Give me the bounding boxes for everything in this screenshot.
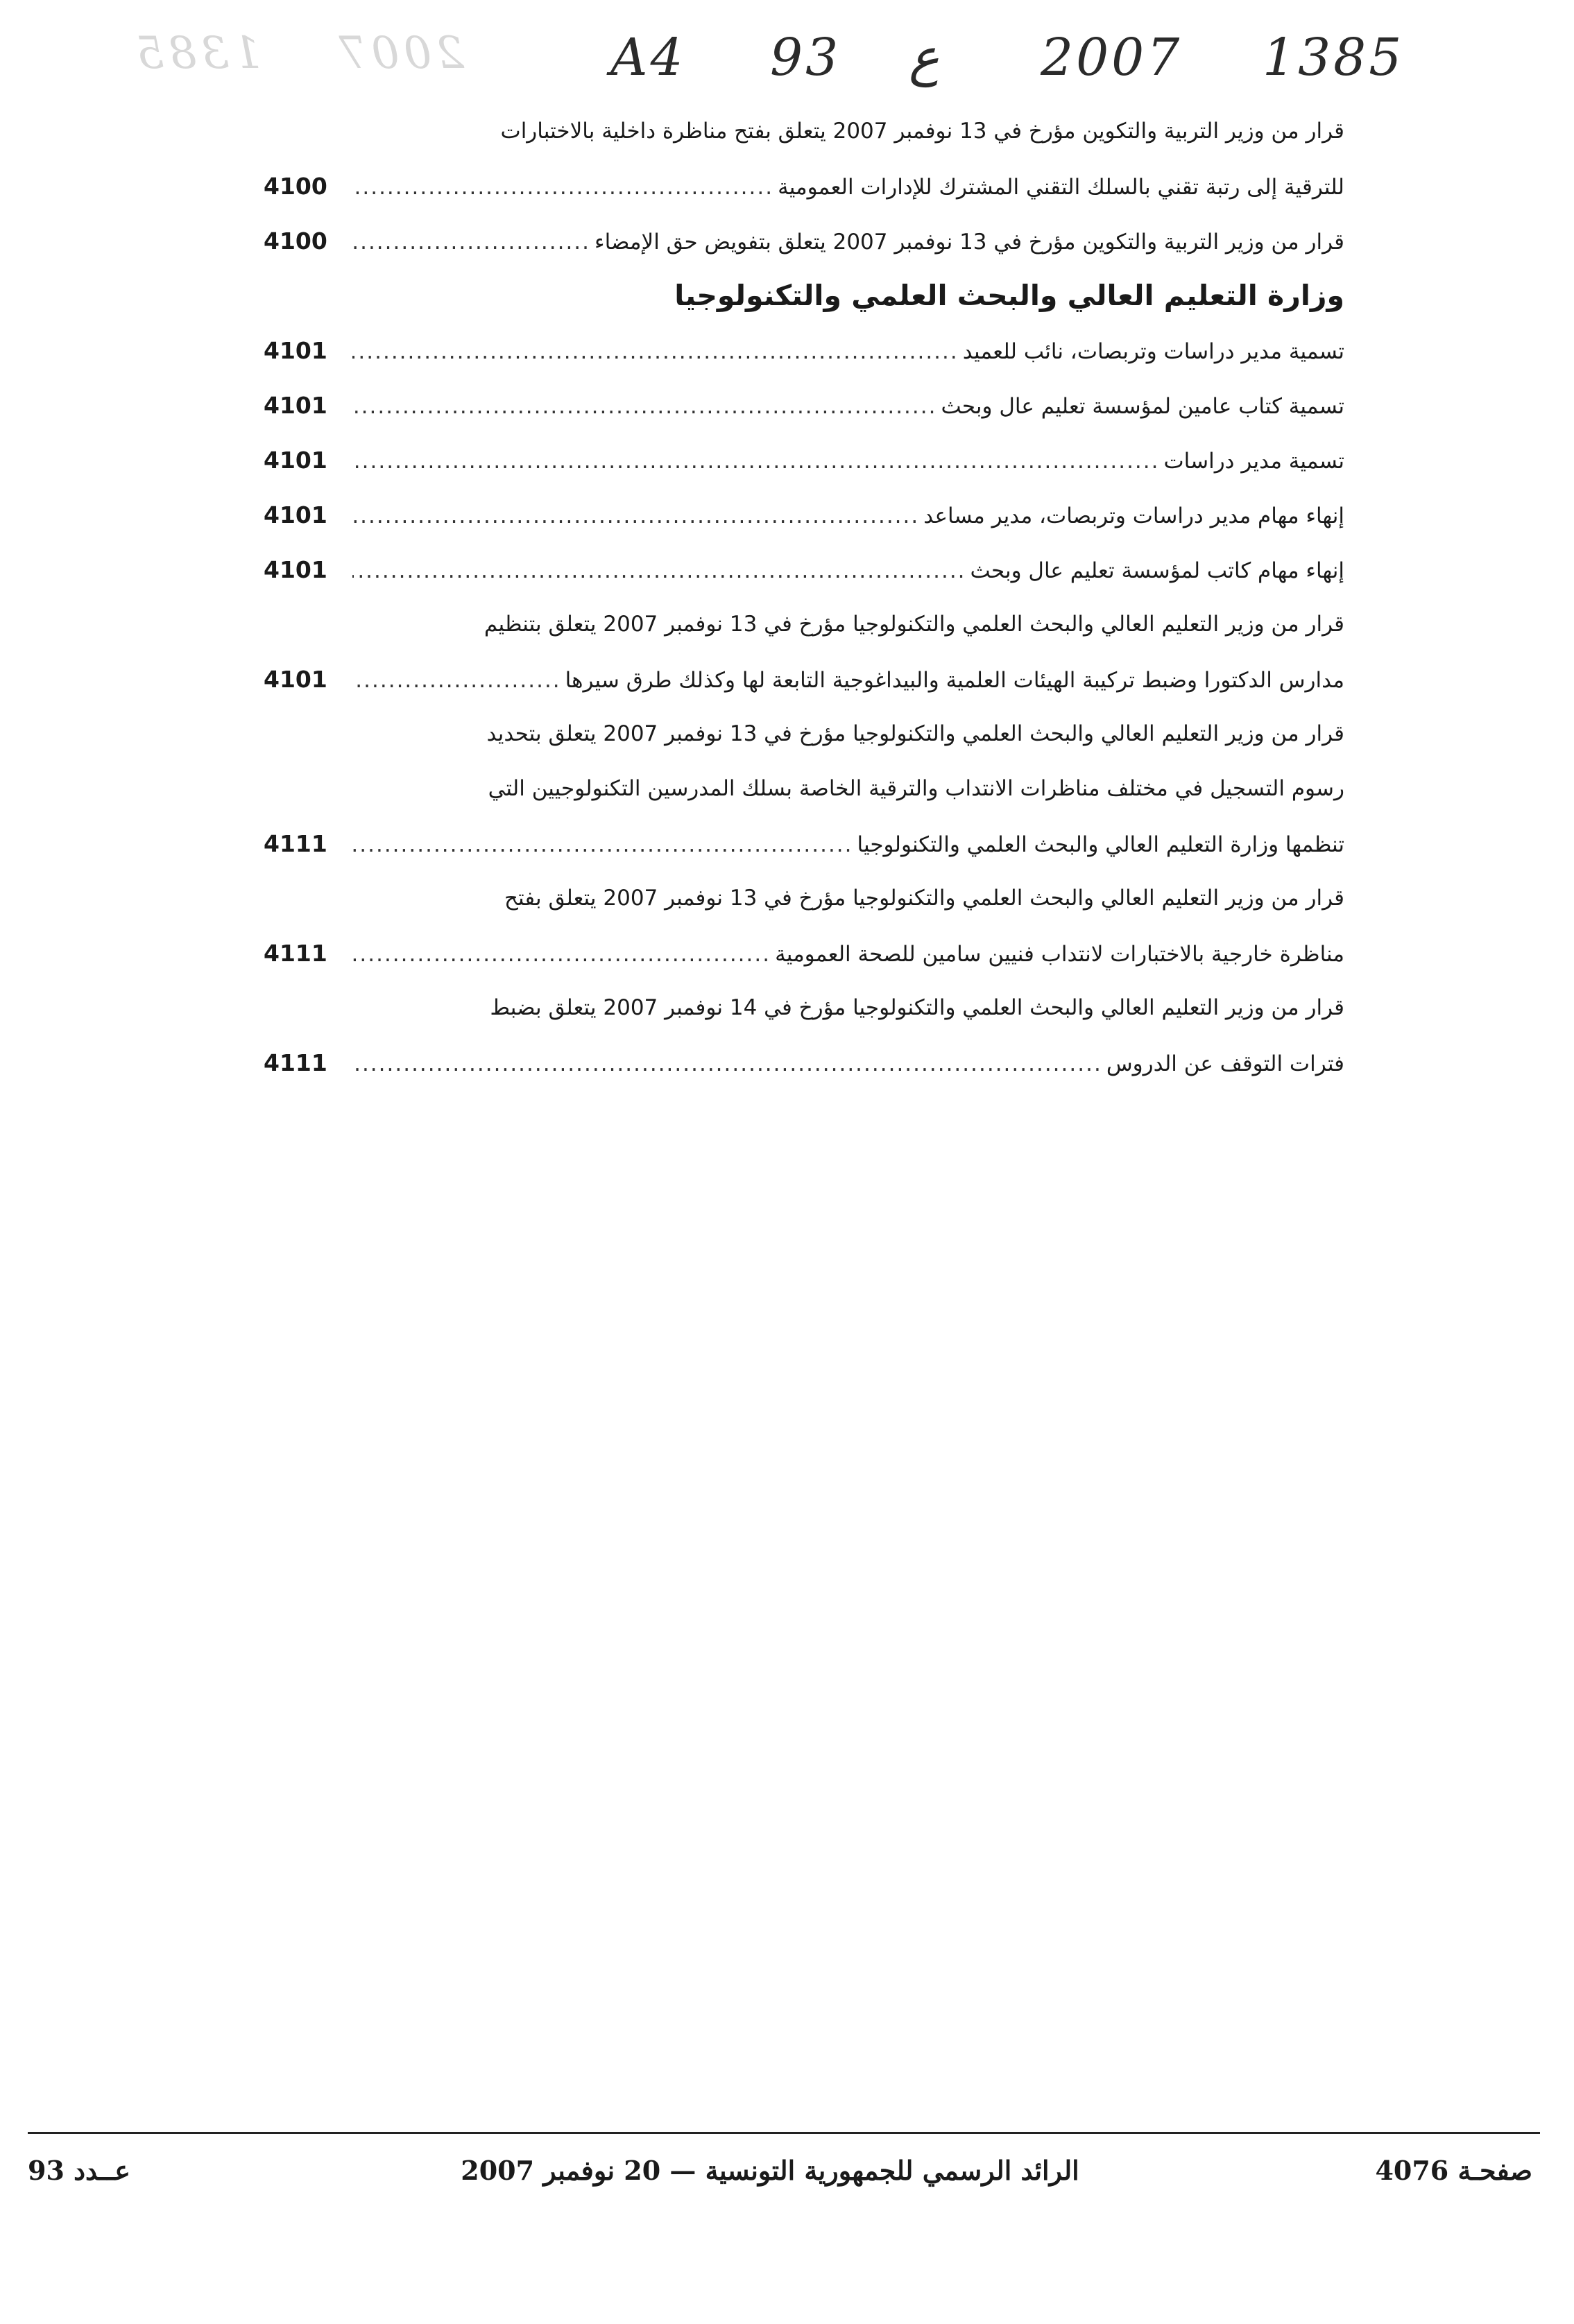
toc-page-number: 4111 — [264, 1049, 327, 1076]
toc-row — [264, 871, 1344, 926]
toc-row — [264, 104, 1344, 159]
toc-entry-text: تسمية مدير دراسات وتربصات، نائب للعميد — [962, 339, 1344, 364]
toc-entry-text: مناظرة خارجية بالاختبارات لانتداب فنيين سامين للصحة العمومية — [775, 942, 1344, 967]
table-of-contents — [264, 104, 1344, 1090]
footer-gazette-title: الرائد الرسمي للجمهورية التونسية — 20 نوفمبر 2007 — [461, 2155, 1079, 2186]
dot-leader — [352, 1037, 1102, 1092]
toc-row — [264, 1035, 1344, 1090]
toc-entry-text: قرار من وزير التعليم العالي والبحث العلمي والتكنولوجيا مؤرخ في 13 نوفمبر 2007 يتعلق بفتح — [504, 886, 1344, 911]
reverse-side-show-through — [132, 28, 464, 79]
dot-leader — [352, 927, 771, 982]
toc-row — [264, 323, 1344, 378]
dot-leader — [352, 325, 959, 379]
toc-row — [264, 214, 1344, 268]
toc-page-number: 4111 — [264, 830, 327, 857]
toc-entry-text: إنهاء مهام مدير دراسات وتربصات، مدير مساعد — [923, 503, 1344, 528]
toc-page-number: 4101 — [264, 666, 327, 693]
handwritten-issue: 93 — [770, 28, 841, 87]
toc-entry-text: تسمية مدير دراسات — [1163, 449, 1344, 474]
dot-leader — [352, 544, 966, 599]
toc-row — [264, 433, 1344, 488]
toc-entry-text: مدارس الدكتورا وضبط تركيبة الهيئات العلمية والبيداغوجية التابعة لها وكذلك طرق سيرها — [565, 668, 1344, 693]
toc-page-number: 4111 — [264, 940, 327, 967]
dot-leader — [352, 434, 1160, 489]
ghost-year: 2007 — [334, 28, 465, 79]
dot-leader — [352, 379, 936, 434]
toc-row — [264, 652, 1344, 707]
toc-page-number: 4100 — [264, 173, 327, 200]
handwritten-year: 2007 — [1041, 28, 1183, 87]
toc-row — [264, 159, 1344, 214]
toc-page-number: 4100 — [264, 227, 327, 255]
footer-page-label: صفحـة 4076 — [1375, 2155, 1532, 2186]
toc-entry-text: تنظمها وزارة التعليم العالي والبحث العلمي والتكنولوجيا — [857, 832, 1344, 857]
toc-page-number: 4101 — [264, 556, 327, 583]
footer-issue-label: عــدد 93 — [28, 2155, 130, 2186]
handwritten-letter: ع — [909, 28, 940, 87]
toc-row — [264, 761, 1344, 816]
toc-entry-text: قرار من وزير التربية والتكوين مؤرخ في 13 نوفمبر 2007 يتعلق بفتح مناظرة داخلية بالاختبارات — [500, 119, 1344, 144]
ministry-heading: وزارة التعليم العالي والبحث العلمي والتكنولوجيا — [674, 279, 1344, 312]
dot-leader — [352, 653, 561, 708]
dot-leader — [352, 489, 919, 544]
toc-row — [264, 597, 1344, 652]
toc-entry-text: قرار من وزير التربية والتكوين مؤرخ في 13 نوفمبر 2007 يتعلق بتفويض حق الإمضاء — [594, 230, 1344, 255]
toc-entry-text: إنهاء مهام كاتب لمؤسسة تعليم عال وبحث — [970, 558, 1344, 583]
toc-row — [264, 488, 1344, 542]
handwritten-code: A4 — [610, 28, 686, 87]
toc-page-number: 4101 — [264, 392, 327, 419]
toc-entry-text: قرار من وزير التعليم العالي والبحث العلمي والتكنولوجيا مؤرخ في 14 نوفمبر 2007 يتعلق بضبط — [490, 995, 1344, 1020]
dot-leader — [352, 215, 590, 270]
toc-row — [264, 816, 1344, 871]
toc-row — [264, 542, 1344, 597]
toc-page-number: 4101 — [264, 337, 327, 364]
toc-row — [264, 707, 1344, 761]
toc-entry-text: تسمية كتاب عامين لمؤسسة تعليم عال وبحث — [941, 394, 1344, 419]
dot-leader — [352, 160, 773, 215]
toc-row — [264, 926, 1344, 981]
toc-page-number: 4101 — [264, 447, 327, 474]
footer-rule — [28, 2132, 1540, 2134]
ghost-page: 1385 — [132, 28, 262, 79]
toc-row — [264, 378, 1344, 433]
toc-row — [264, 981, 1344, 1035]
toc-entry-text: قرار من وزير التعليم العالي والبحث العلمي والتكنولوجيا مؤرخ في 13 نوفمبر 2007 يتعلق بتحديد — [486, 721, 1344, 746]
toc-entry-text: رسوم التسجيل في مختلف مناظرات الانتداب والترقية الخاصة بسلك المدرسين التكنولوجيين التي — [488, 776, 1344, 801]
dot-leader — [352, 818, 853, 872]
toc-entry-text: للترقية إلى رتبة تقني بالسلك التقني المشترك للإدارات العمومية — [778, 175, 1344, 200]
handwritten-page: 1385 — [1263, 28, 1405, 87]
toc-entry-text: فترات التوقف عن الدروس — [1106, 1051, 1344, 1076]
toc-page-number: 4101 — [264, 501, 327, 528]
toc-entry-text: قرار من وزير التعليم العالي والبحث العلمي والتكنولوجيا مؤرخ في 13 نوفمبر 2007 يتعلق بتنظيم — [484, 612, 1344, 637]
